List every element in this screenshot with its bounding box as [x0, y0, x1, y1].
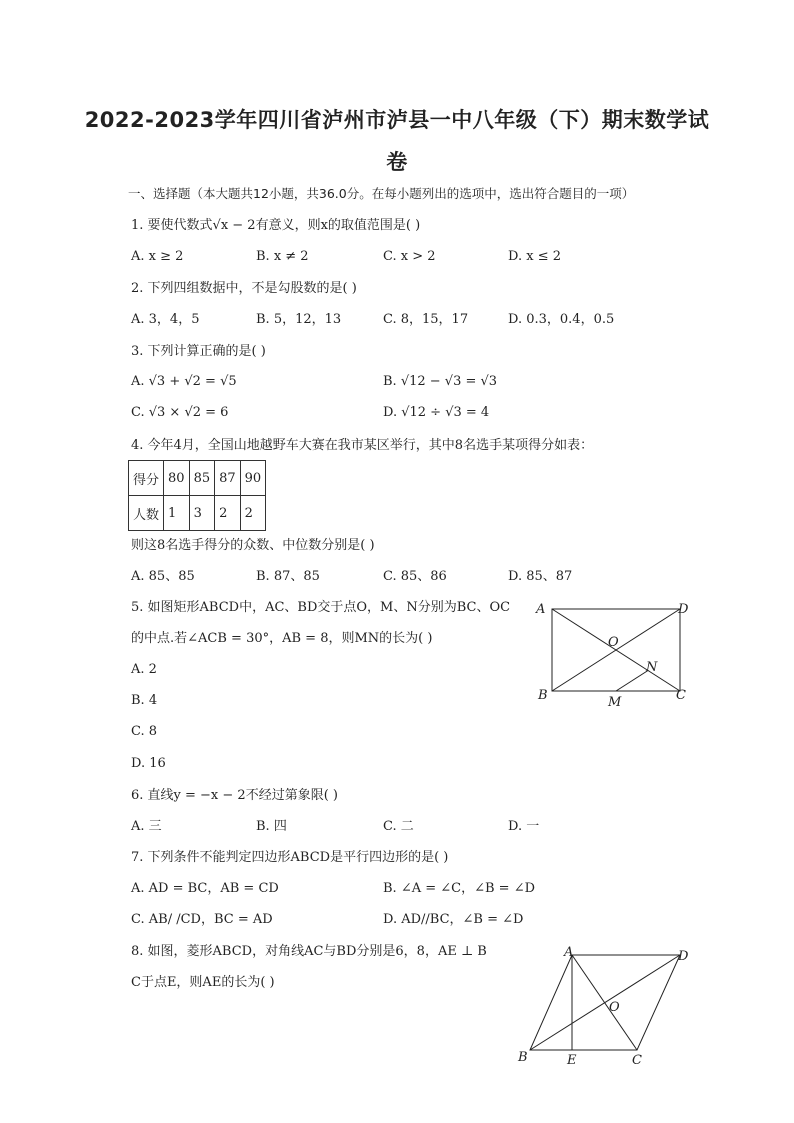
q6-option-a: A. 三	[131, 819, 162, 834]
label-d: D	[678, 602, 689, 617]
label-b: B	[518, 1050, 528, 1065]
q4-option-a: A. 85、85	[131, 569, 195, 584]
q3-option-d: D. √12 ÷ √3 = 4	[383, 405, 490, 420]
table-cell: 人数	[129, 496, 164, 531]
table-cell: 3	[189, 496, 215, 531]
table-cell: 87	[215, 461, 241, 496]
q2-option-d: D. 0.3，0.4，0.5	[508, 312, 615, 327]
table-cell: 80	[164, 461, 190, 496]
q5-option-b: B. 4	[131, 693, 158, 708]
label-e: E	[567, 1053, 577, 1068]
rectangle-figure	[530, 595, 700, 710]
label-d: D	[678, 949, 689, 964]
q2-option-b: B. 5，12，13	[256, 312, 342, 327]
question-4-stem: 4. 今年4月，全国山地越野车大赛在我市某区举行，其中8名选手某项得分如表：	[131, 438, 594, 453]
q3-option-c: C. √3 × √2 = 6	[131, 405, 229, 420]
q1-option-d: D. x ≤ 2	[508, 249, 561, 264]
q5-option-a: A. 2	[131, 662, 157, 677]
label-b: B	[538, 688, 548, 703]
q4-option-c: C. 85、86	[383, 569, 447, 584]
label-o: O	[608, 635, 619, 650]
table-cell: 85	[189, 461, 215, 496]
segment-mn	[616, 671, 648, 692]
q7-option-d: D. AD//BC，∠B = ∠D	[383, 912, 524, 927]
exam-title-line2: 卷	[386, 150, 408, 174]
q5-option-d: D. 16	[131, 756, 166, 771]
q1-option-c: C. x > 2	[383, 249, 436, 264]
question-3-stem: 3. 下列计算正确的是( )	[131, 344, 266, 359]
q3-option-a: A. √3 + √2 = √5	[131, 374, 237, 389]
question-2-stem: 2. 下列四组数据中，不是勾股数的是( )	[131, 281, 357, 296]
q1-option-a: A. x ≥ 2	[131, 249, 184, 264]
label-c: C	[632, 1053, 642, 1068]
label-m: M	[608, 695, 622, 710]
label-o: O	[609, 1000, 620, 1015]
q6-option-b: B. 四	[256, 819, 287, 834]
question-6-stem: 6. 直线y = −x − 2不经过第象限( )	[131, 788, 338, 803]
question-4-followup: 则这8名选手得分的众数、中位数分别是( )	[131, 538, 375, 553]
label-n: N	[646, 660, 658, 675]
q6-option-d: D. 一	[508, 819, 540, 834]
table-cell: 1	[164, 496, 190, 531]
q4-option-d: D. 85、87	[508, 569, 573, 584]
q2-option-c: C. 8，15，17	[383, 312, 469, 327]
label-c: C	[676, 688, 686, 703]
exam-title-line1: 2022-2023学年四川省泸州市泸县一中八年级（下）期末数学试	[84, 108, 710, 132]
q5-option-c: C. 8	[131, 724, 158, 739]
score-table	[128, 460, 266, 531]
question-8-stem-line1: 8. 如图，菱形ABCD，对角线AC与BD分别是6，8，AE ⊥ B	[131, 944, 487, 959]
q3-option-b: B. √12 − √3 = √3	[383, 374, 498, 389]
table-row	[129, 461, 266, 496]
question-8-stem-line2: C于点E，则AE的长为( )	[131, 975, 275, 990]
question-1-stem: 1. 要使代数式√x − 2有意义，则x的取值范围是( )	[131, 218, 421, 233]
q7-option-b: B. ∠A = ∠C，∠B = ∠D	[383, 881, 536, 896]
label-a: A	[564, 945, 574, 960]
table-cell: 2	[215, 496, 241, 531]
question-7-stem: 7. 下列条件不能判定四边形ABCD是平行四边形的是( )	[131, 850, 449, 865]
q6-option-c: C. 二	[383, 819, 414, 834]
section-heading: 一、选择题（本大题共12小题，共36.0分。在每小题列出的选项中，选出符合题目的一项）	[128, 186, 635, 201]
q7-option-a: A. AD = BC，AB = CD	[131, 881, 279, 896]
q7-option-c: C. AB/ /CD，BC = AD	[131, 912, 273, 927]
q2-option-a: A. 3，4，5	[131, 312, 200, 327]
q4-option-b: B. 87、85	[256, 569, 320, 584]
rhombus-figure	[512, 940, 702, 1070]
table-row	[129, 496, 266, 531]
question-5-stem-line1: 5. 如图矩形ABCD中，AC、BD交于点O，M、N分别为BC、OC	[131, 600, 511, 615]
q1-option-b: B. x ≠ 2	[256, 249, 309, 264]
table-cell: 得分	[129, 461, 164, 496]
table-cell: 2	[240, 496, 266, 531]
label-a: A	[536, 602, 546, 617]
diagonal-bd	[530, 955, 680, 1050]
question-5-stem-line2: 的中点.若∠ACB = 30°，AB = 8，则MN的长为( )	[131, 631, 433, 646]
table-cell: 90	[240, 461, 266, 496]
